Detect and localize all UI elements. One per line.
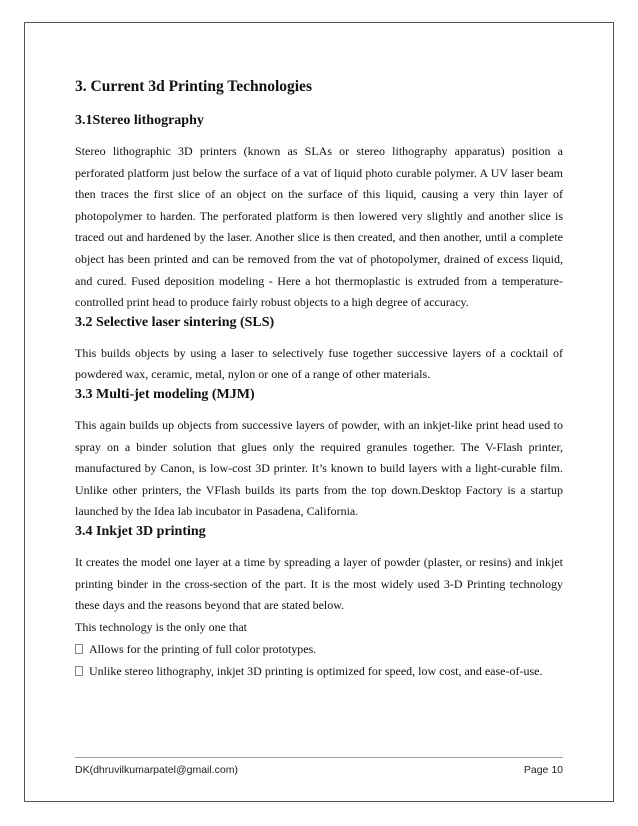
document-body (75, 78, 563, 682)
inkjet-intro-line: This technology is the only one that (75, 619, 247, 634)
bullet-box-icon (75, 666, 83, 676)
bullet-text: Allows for the printing of full color prototypes. (89, 641, 317, 656)
subsection-heading-mjm: 3.3 Multi-jet modeling (MJM) (75, 386, 255, 402)
subsection-heading-stereo-lithography: 3.1Stereo lithography (75, 113, 204, 128)
page-footer (75, 764, 563, 776)
paragraph-sls: This builds objects by using a laser to selectively fuse together successive layers of a cocktail of powdered wax, ceramic, metal, nylon or one of a range of other materials. (75, 345, 563, 382)
subsection-heading-sls: 3.2 Selective laser sintering (SLS) (75, 314, 275, 330)
bullet-box-icon (75, 644, 83, 654)
section-heading: 3. Current 3d Printing Technologies (75, 78, 312, 95)
paragraph-inkjet: It creates the model one layer at a time by spreading a layer of powder (plaster, or resins) and inkjet printing binder in the cross-section of the part. It is the most widely used 3-D Printing technology these days and the reasons beyond that are stated below. (75, 554, 563, 613)
footer-author-email: DK(dhruvilkumarpatel@gmail.com) (75, 764, 238, 776)
bullet-text: Unlike stereo lithography, inkjet 3D printing is optimized for speed, low cost, and ease-of-use. (89, 663, 543, 678)
footer-divider (75, 757, 563, 758)
footer-page-number: Page 10 (523, 764, 563, 776)
list-item (75, 638, 563, 660)
list-item (75, 660, 563, 682)
subsection-heading-inkjet: 3.4 Inkjet 3D printing (75, 523, 206, 539)
paragraph-mjm: This again builds up objects from successive layers of powder, with an inkjet-like print head used to spray on a binder solution that glues only the required granules together. The V-Flash printer, manufactured by Canon, is low-cost 3D printer. It’s known to build layers with a light-curable film. Unlike other printers, the VFlash builds its parts from the top down.Desktop Factory is a startup launched by the Idea lab incubator in Pasadena, California. (75, 417, 563, 519)
paragraph-stereo-lithography: Stereo lithographic 3D printers (known as SLAs or stereo lithography apparatus) position a perforated platform just below the surface of a vat of liquid photo curable polymer. A UV laser beam then traces the first slice of an object on the surface of this liquid, causing a very thin layer of photopolymer to harden. The perforated platform is then lowered very slightly and another slice is traced out and hardened by the laser. Another slice is then created, and then another, until a complete object has been printed and can be removed from the vat of photopolymer, drained of excess liquid, and cured. Fused deposition modeling - Here a hot thermoplastic is extruded from a temperature-controlled print head to produce fairly robust objects to a high degree of accuracy. (75, 144, 563, 310)
